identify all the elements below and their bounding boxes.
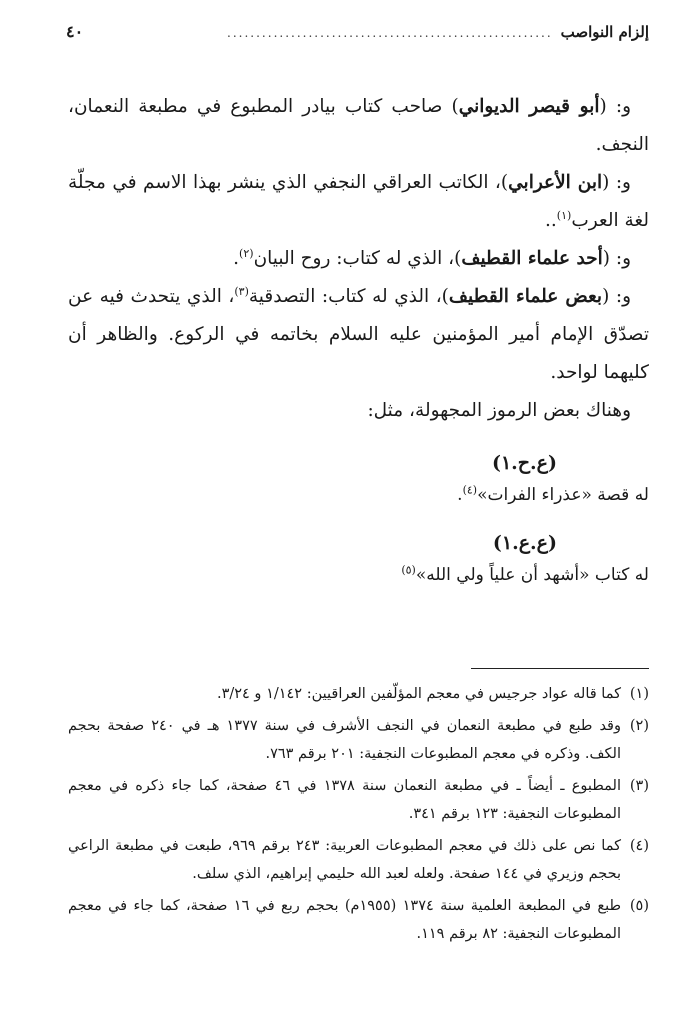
footnote-ref-5: (٥)	[401, 563, 416, 577]
footnote-2	[68, 712, 649, 768]
footnote-ref-1: (١)	[556, 208, 572, 222]
footnotes	[68, 680, 649, 952]
footnote-number: (١)	[629, 686, 649, 702]
footnote-5	[68, 892, 649, 948]
name-qatif-scholar: أحد علماء القطيف	[461, 248, 603, 269]
name-ibn-alarabi: ابن الأعرابي	[508, 172, 603, 193]
footnote-ref-3: (٣)	[234, 284, 249, 298]
page-number: ٤٠	[66, 22, 84, 41]
symbol-desc-1: له قصة «عذراء الفرات»$^{(٤)}$.	[457, 483, 649, 505]
symbol-code-1: (ع.ح.١)	[491, 452, 557, 474]
footnote-text: وقد طبع في مطبعة النعمان في النجف الأشرف في سنة ١٣٧٧ هـ في ٢٤٠ صفحة بحجم الكف. وذكره في معجم المطبوعات النجفية: ٢٠١ برقم ٧٦٣.	[68, 718, 621, 762]
footnote-number: (٥)	[629, 898, 649, 914]
running-title: إلزام النواصب	[560, 23, 649, 41]
main-text	[68, 88, 649, 590]
header-dot-leader: ........................................................	[227, 26, 553, 40]
footnote-1	[68, 680, 649, 708]
footnote-text: كما قاله عواد جرجيس في معجم المؤلّفين العراقيين: ١/١٤٢ و ٣/٢٤.	[216, 686, 621, 702]
footnote-number: (٤)	[629, 838, 649, 854]
footnote-text: طبع في المطبعة العلمية سنة ١٣٧٤ (١٩٥٥م) بحجم ربع في ١٦ صفحة، كما جاء في معجم المطبوعات النجفية: ٨٢ برقم ١١٩.	[68, 898, 621, 942]
symbol-desc-2: له كتاب «أشهد أن علياً ولي الله»$^{(٥)}$	[401, 563, 649, 585]
footnote-ref-2: (٢)	[239, 246, 254, 260]
footnote-3	[68, 772, 649, 828]
symbol-code-2: (ع.ع.١)	[492, 532, 557, 554]
footnote-4	[68, 832, 649, 888]
name-some-qatif-scholars: بعض علماء القطيف	[448, 286, 603, 307]
footnote-number: (٢)	[629, 718, 649, 734]
paragraph-some-qatif-scholars: و: (بعض علماء القطيف)، الذي له كتاب: التصدقية$^{(٣)}$، الذي يتحدث فيه عن تصدّق الإمام أمير المؤمنين عليه السلام بخاتمه في الركوع. والظاهر أن كليهما لواحد.	[68, 284, 649, 383]
footnote-separator	[471, 668, 649, 669]
footnote-ref-4: (٤)	[462, 483, 478, 497]
name-abu-qaysar: أبو قيصر الديواني	[458, 96, 600, 117]
paragraph-abu-qaysar: و: (أبو قيصر الديواني) صاحب كتاب بيادر المطبوع في مطبعة النعمان، النجف.	[68, 96, 649, 155]
footnote-text: المطبوع ـ أيضاً ـ في مطبعة النعمان سنة ١٣٧٨ في ٤٦ صفحة، كما جاء ذكره في معجم المطبوعات النجفية: ١٢٣ برقم ٣٤١.	[68, 778, 621, 822]
paragraph-ibn-alarabi: و: (ابن الأعرابي)، الكاتب العراقي النجفي الذي ينشر بهذا الاسم في مجلّة لغة العرب$^{(١)}$..	[68, 172, 649, 231]
footnote-number: (٣)	[629, 778, 649, 794]
page-header	[66, 22, 649, 48]
paragraph-qatif-scholar: و: (أحد علماء القطيف)، الذي له كتاب: روح البيان$^{(٢)}$.	[233, 246, 631, 269]
footnote-text: كما نص على ذلك في معجم المطبوعات العربية: ٢٤٣ برقم ٩٦٩، طبعت في مطبعة الراعي بحجم وزيري في ١٤٤ صفحة. ولعله لعبد الله حليمي إبراهيم، الذي سلف.	[68, 838, 621, 882]
paragraph-unknown-symbols: وهناك بعض الرموز المجهولة، مثل:	[367, 400, 631, 421]
